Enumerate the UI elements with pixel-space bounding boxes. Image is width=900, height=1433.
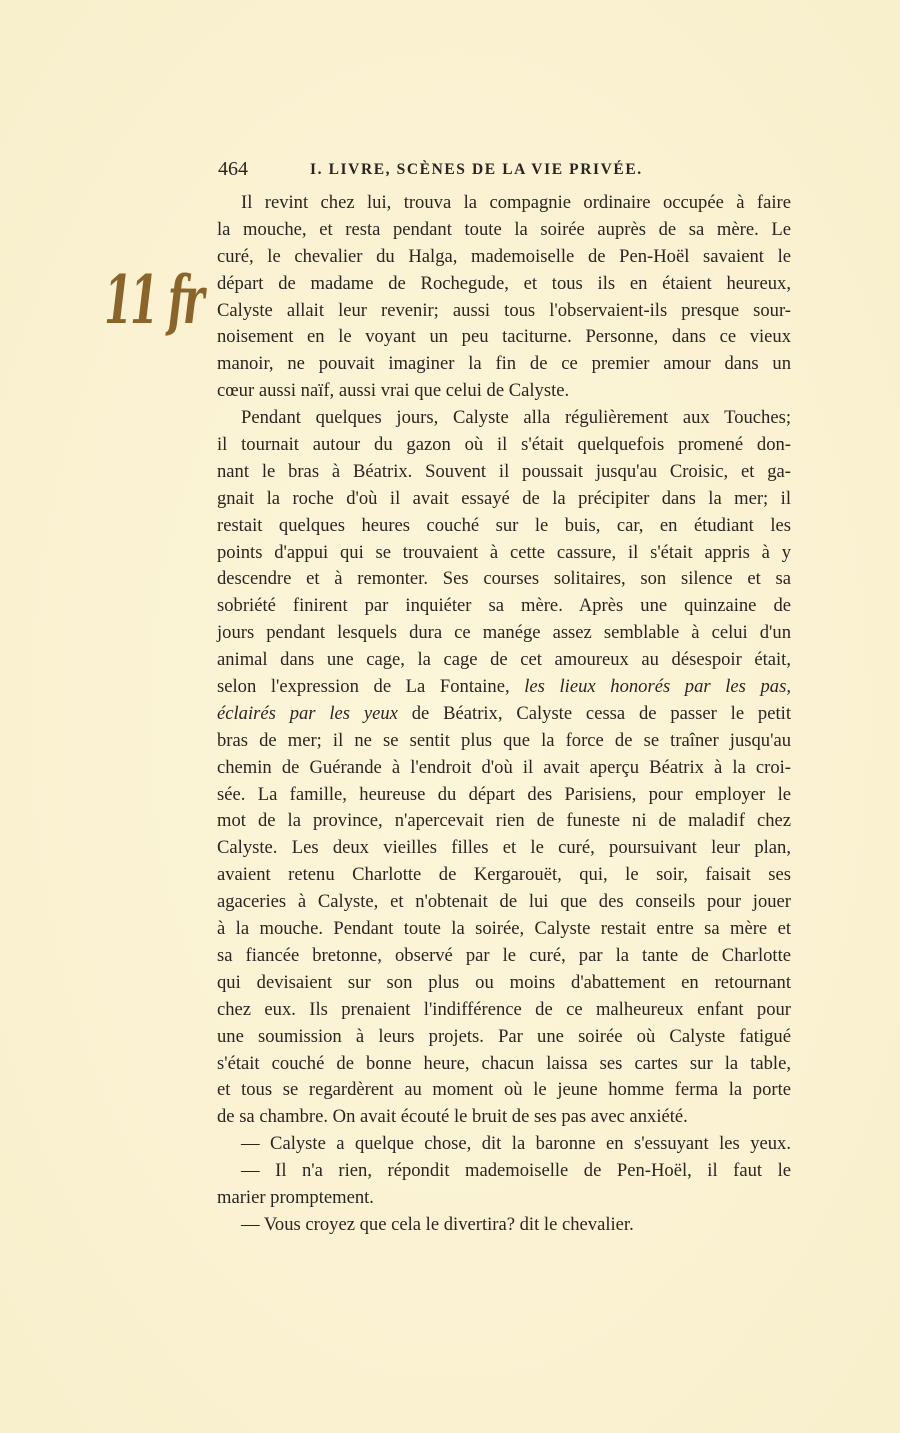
running-head-title: I. LIVRE, SCÈNES DE LA VIE PRIVÉE.	[310, 161, 643, 178]
text-line: de sa chambre. On avait écouté le bruit de ses pas avec anxiété.	[217, 1106, 688, 1128]
text-line: bras de mer; il ne se sentit plus que la force de se traîner jusqu'au	[217, 729, 791, 751]
text-line: points d'appui qui se trouvaient à cette cassure, il s'était appris à y	[217, 541, 791, 563]
text-segment: de Béatrix, Calyste cessa de passer le petit	[397, 702, 791, 724]
text-line: chemin de Guérande à l'endroit d'où il avait aperçu Béatrix à la croi-	[217, 756, 791, 778]
text-line: gnait la roche d'où il avait essayé de la précipiter dans la mer; il	[217, 487, 791, 509]
text-line: noisement en le voyant un peu taciturne. Personne, dans ce vieux	[217, 326, 791, 348]
text-line: curé, le chevalier du Halga, mademoiselle de Pen-Hoël savaient le	[217, 245, 791, 267]
text-line: une soumission à leurs projets. Par une soirée où Calyste fatigué	[217, 1025, 791, 1047]
text-line: sée. La famille, heureuse du départ des Parisiens, pour employer le	[217, 783, 791, 805]
text-line: il tournait autour du gazon où il s'était quelquefois promené don-	[217, 434, 791, 456]
text-line: s'était couché de bonne heure, chacun laissa ses cartes sur la table,	[217, 1052, 791, 1074]
text-line: nant le bras à Béatrix. Souvent il poussait jusqu'au Croisic, et ga-	[217, 460, 791, 482]
text-line: — Il n'a rien, répondit mademoiselle de Pen-Hoël, il faut le	[241, 1160, 791, 1182]
text-line: Calyste. Les deux vieilles filles et le curé, poursuivant leur plan,	[217, 837, 791, 859]
text-line: Pendant quelques jours, Calyste alla régulièrement aux Touches;	[241, 407, 791, 429]
text-line: Il revint chez lui, trouva la compagnie ordinaire occupée à faire	[241, 192, 791, 213]
text-line: marier promptement.	[217, 1186, 374, 1208]
running-header	[218, 158, 790, 186]
text-segment: selon l'expression de La Fontaine,	[217, 676, 525, 698]
text-line: chez eux. Ils prenaient l'indifférence de ce malheureux enfant pour	[217, 998, 791, 1020]
italic-quotation: les lieux honorés par les pas,	[524, 676, 791, 698]
italic-quotation: éclairés par les yeux	[217, 702, 398, 724]
text-line: qui devisaient sur son plus ou moins d'abattement en retournant	[217, 971, 791, 993]
text-line: restait quelques heures couché sur le buis, car, en étudiant les	[217, 514, 791, 536]
text-line	[217, 701, 791, 728]
text-line: Calyste allait leur revenir; aussi tous l'observaient-ils presque sour-	[217, 299, 791, 321]
text-line: animal dans une cage, la cage de cet amoureux au désespoir était,	[217, 649, 791, 671]
handwritten-margin-note: 11 fr	[104, 261, 202, 339]
text-line: et tous se regardèrent au moment où le jeune homme ferma la porte	[217, 1079, 791, 1101]
text-line: — Vous croyez que cela le divertira? dit le chevalier.	[241, 1213, 634, 1235]
text-line: mot de la province, n'apercevait rien de funeste ni de maladif chez	[217, 810, 791, 832]
text-line: avaient retenu Charlotte de Kergarouët, qui, le soir, faisait ses	[217, 864, 791, 886]
text-line: agaceries à Calyste, et n'obtenait de lui que des conseils pour jouer	[217, 891, 791, 913]
page-number: 464	[218, 158, 248, 180]
body-text	[217, 190, 791, 1239]
text-line: à la mouche. Pendant toute la soirée, Calyste restait entre sa mère et	[217, 918, 791, 940]
text-line: cœur aussi naïf, aussi vrai que celui de Calyste.	[217, 380, 570, 402]
text-line: — Calyste a quelque chose, dit la baronne en s'essuyant les yeux.	[241, 1133, 791, 1155]
text-line: sa fiancée bretonne, observé par le curé, par la tante de Charlotte	[217, 944, 791, 966]
text-line: manoir, ne pouvait imaginer la fin de ce premier amour dans un	[217, 353, 791, 375]
text-line: descendre et à remonter. Ses courses solitaires, son silence et sa	[217, 568, 791, 590]
text-line: jours pendant lesquels dura ce manége assez semblable à celui d'un	[217, 622, 791, 644]
text-line: départ de madame de Rochegude, et tous ils en étaient heureux,	[217, 272, 791, 294]
text-line	[217, 674, 791, 701]
text-line: sobriété finirent par inquiéter sa mère. Après une quinzaine de	[217, 595, 791, 617]
text-line: la mouche, et resta pendant toute la soirée auprès de sa mère. Le	[217, 218, 791, 240]
